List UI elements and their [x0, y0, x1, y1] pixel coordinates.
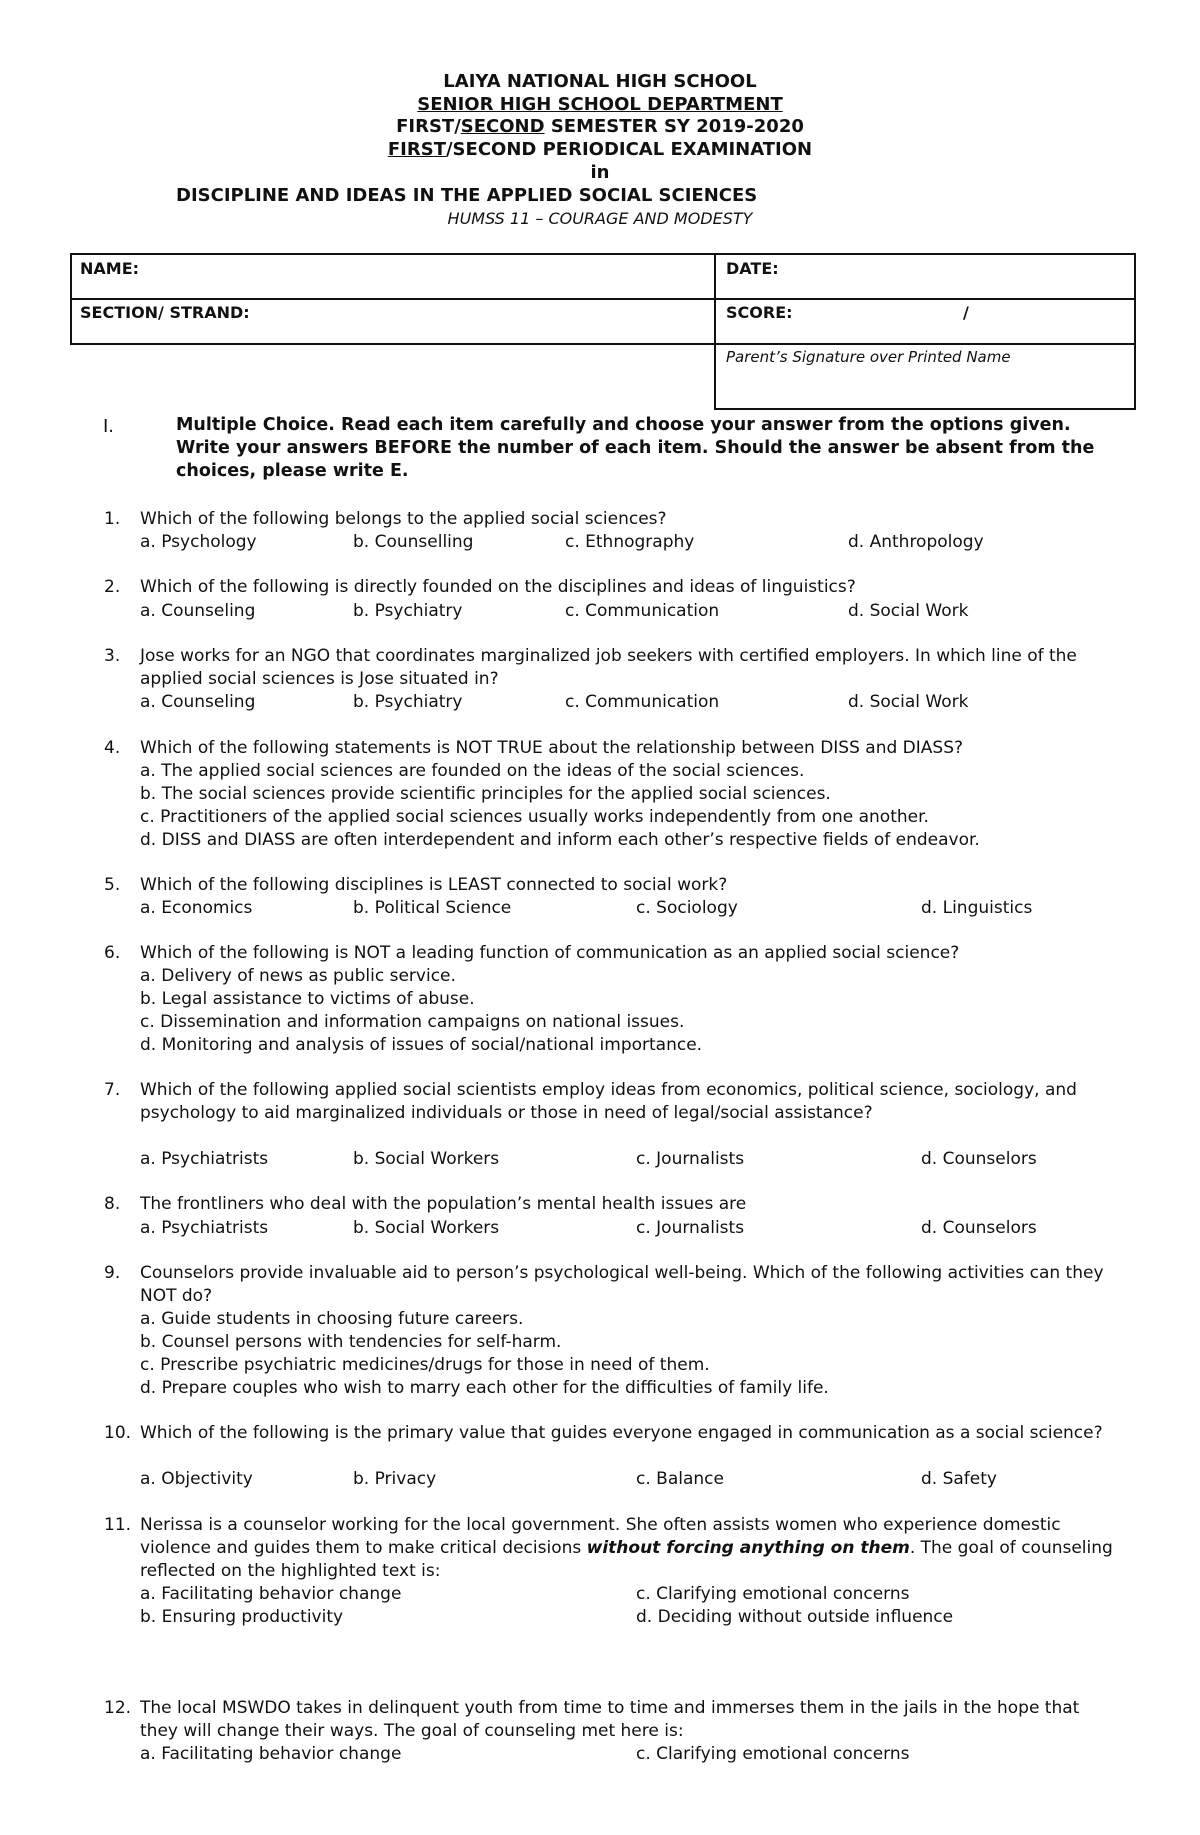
option-b[interactable]: b. Psychiatry	[353, 601, 463, 621]
date-label: DATE:	[726, 259, 779, 278]
option-c[interactable]: c. Journalists	[636, 1149, 745, 1169]
periodical-first: FIRST	[387, 139, 446, 160]
question-number: 8.	[104, 1194, 121, 1214]
option-d[interactable]: d. Prepare couples who wish to marry each other for the difficulties of family life.	[140, 1378, 829, 1398]
option-c[interactable]: c. Dissemination and information campaigns on national issues.	[140, 1012, 685, 1032]
question-number: 12.	[104, 1698, 132, 1718]
option-c[interactable]: c. Practitioners of the applied social sciences usually works independently from one another.	[140, 807, 929, 827]
subject-title: DISCIPLINE AND IDEAS IN THE APPLIED SOCIAL SCIENCES	[176, 185, 758, 206]
option-d[interactable]: d. Deciding without outside influence	[636, 1607, 954, 1627]
score-label: SCORE:	[726, 303, 793, 322]
option-c[interactable]: c. Communication	[565, 692, 720, 712]
option-b[interactable]: b. Privacy	[353, 1469, 437, 1489]
option-a[interactable]: a. Guide students in choosing future careers.	[140, 1309, 524, 1329]
option-a[interactable]: a. Objectivity	[140, 1469, 253, 1489]
option-b[interactable]: b. Psychiatry	[353, 692, 463, 712]
question-number: 7.	[104, 1080, 121, 1100]
option-d[interactable]: d. Linguistics	[921, 898, 1033, 918]
question-text: Which of the following statements is NOT TRUE about the relationship between DISS and DIASS?	[140, 738, 964, 758]
parent-signature-label: Parent’s Signature over Printed Name	[726, 348, 1011, 366]
option-a[interactable]: a. Psychiatrists	[140, 1149, 269, 1169]
option-c[interactable]: c. Communication	[565, 601, 720, 621]
question-text: Which of the following is the primary value that guides everyone engaged in communication as a social science?	[140, 1423, 1103, 1443]
name-cell[interactable]	[70, 253, 716, 300]
question-text: Which of the following applied social scientists employ ideas from economics, political science, sociology, and psychology to aid marginalized individuals or those in need of legal/social assistance?	[140, 1080, 1077, 1123]
option-c[interactable]: c. Sociology	[636, 898, 738, 918]
question-text: Which of the following belongs to the applied social sciences?	[140, 509, 667, 529]
option-a[interactable]: a. Psychology	[140, 532, 257, 552]
option-b[interactable]: b. Political Science	[353, 898, 512, 918]
question-text-start: Nerissa is a counselor working for the local government. She often assists women who experience domestic violence and guides them to make critical decisions	[140, 1515, 1061, 1558]
option-d[interactable]: d. Counselors	[921, 1218, 1037, 1238]
option-b[interactable]: b. Counsel persons with tendencies for self-harm.	[140, 1332, 562, 1352]
option-b[interactable]: b. Counselling	[353, 532, 474, 552]
question-text: Which of the following disciplines is LEAST connected to social work?	[140, 875, 728, 895]
question-text: Jose works for an NGO that coordinates marginalized job seekers with certified employers. In which line of the applied social sciences is Jose situated in?	[140, 646, 1077, 689]
option-d[interactable]: d. DISS and DIASS are often interdependent and inform each other’s respective fields of endeavor.	[140, 830, 980, 850]
question-text-end: . The goal of counseling reflected on the highlighted text is:	[140, 1538, 1113, 1581]
question-number: 4.	[104, 738, 121, 758]
question-number: 10.	[104, 1423, 132, 1443]
option-d[interactable]: d. Safety	[921, 1469, 997, 1489]
semester-second: SECOND	[460, 116, 545, 137]
class-section: HUMSS 11 – COURAGE AND MODESTY	[447, 209, 753, 228]
option-a[interactable]: a. Delivery of news as public service.	[140, 966, 456, 986]
instructions-text: Multiple Choice. Read each item carefully and choose your answer from the options given. Write your answers BEFORE the number of each item. Should the answer be absent from the choices, please write E.	[176, 415, 1095, 481]
question-text: Counselors provide invaluable aid to person’s psychological well-being. Which of the following activities can they NOT do?	[140, 1263, 1104, 1306]
option-a[interactable]: a. Economics	[140, 898, 253, 918]
option-c[interactable]: c. Clarifying emotional concerns	[636, 1584, 910, 1604]
question-number: 11.	[104, 1515, 132, 1535]
department-name: SENIOR HIGH SCHOOL DEPARTMENT	[417, 94, 783, 115]
option-d[interactable]: d. Counselors	[921, 1149, 1037, 1169]
semester-first: FIRST/	[396, 116, 461, 137]
question-number: 6.	[104, 943, 121, 963]
semester-rest: SEMESTER SY 2019-2020	[544, 116, 804, 137]
periodical-rest: /SECOND PERIODICAL EXAMINATION	[445, 139, 813, 160]
name-label: NAME:	[80, 259, 140, 278]
option-b[interactable]: b. Social Workers	[353, 1149, 500, 1169]
part-numeral: I.	[103, 416, 115, 437]
question-number: 3.	[104, 646, 121, 666]
option-c[interactable]: c. Prescribe psychiatric medicines/drugs for those in need of them.	[140, 1355, 710, 1375]
question-number: 2.	[104, 577, 121, 597]
option-d[interactable]: d. Anthropology	[848, 532, 984, 552]
question-text	[140, 1514, 1120, 1583]
option-c[interactable]: c. Clarifying emotional concerns	[636, 1744, 910, 1764]
score-slash: /	[963, 303, 969, 322]
option-b[interactable]: b. Legal assistance to victims of abuse.	[140, 989, 475, 1009]
option-d[interactable]: d. Monitoring and analysis of issues of social/national importance.	[140, 1035, 703, 1055]
option-b[interactable]: b. The social sciences provide scientific principles for the applied social sciences.	[140, 784, 831, 804]
question-number: 9.	[104, 1263, 121, 1283]
question-text: Which of the following is NOT a leading function of communication as an applied social science?	[140, 943, 960, 963]
question-number: 5.	[104, 875, 121, 895]
semester-line	[0, 116, 1200, 138]
question-number: 1.	[104, 509, 121, 529]
section-strand-label: SECTION/ STRAND:	[80, 303, 250, 322]
option-c[interactable]: c. Journalists	[636, 1218, 745, 1238]
school-name: LAIYA NATIONAL HIGH SCHOOL	[443, 71, 757, 92]
in-word: in	[590, 162, 610, 183]
option-a[interactable]: a. Counseling	[140, 601, 256, 621]
periodical-line	[0, 139, 1200, 161]
option-c[interactable]: c. Balance	[636, 1469, 724, 1489]
option-a[interactable]: a. Facilitating behavior change	[140, 1744, 402, 1764]
option-d[interactable]: d. Social Work	[848, 601, 969, 621]
option-a[interactable]: a. The applied social sciences are founded on the ideas of the social sciences.	[140, 761, 805, 781]
question-text: The local MSWDO takes in delinquent youth from time to time and immerses them in the jails in the hope that they will change their ways. The goal of counseling met here is:	[140, 1698, 1080, 1741]
question-text: The frontliners who deal with the population’s mental health issues are	[140, 1194, 747, 1214]
option-a[interactable]: a. Psychiatrists	[140, 1218, 269, 1238]
option-a[interactable]: a. Counseling	[140, 692, 256, 712]
option-a[interactable]: a. Facilitating behavior change	[140, 1584, 402, 1604]
option-b[interactable]: b. Ensuring productivity	[140, 1607, 344, 1627]
option-c[interactable]: c. Ethnography	[565, 532, 695, 552]
highlighted-text: without forcing anything on them	[586, 1538, 910, 1558]
option-d[interactable]: d. Social Work	[848, 692, 969, 712]
option-b[interactable]: b. Social Workers	[353, 1218, 500, 1238]
question-text: Which of the following is directly founded on the disciplines and ideas of linguistics?	[140, 577, 856, 597]
